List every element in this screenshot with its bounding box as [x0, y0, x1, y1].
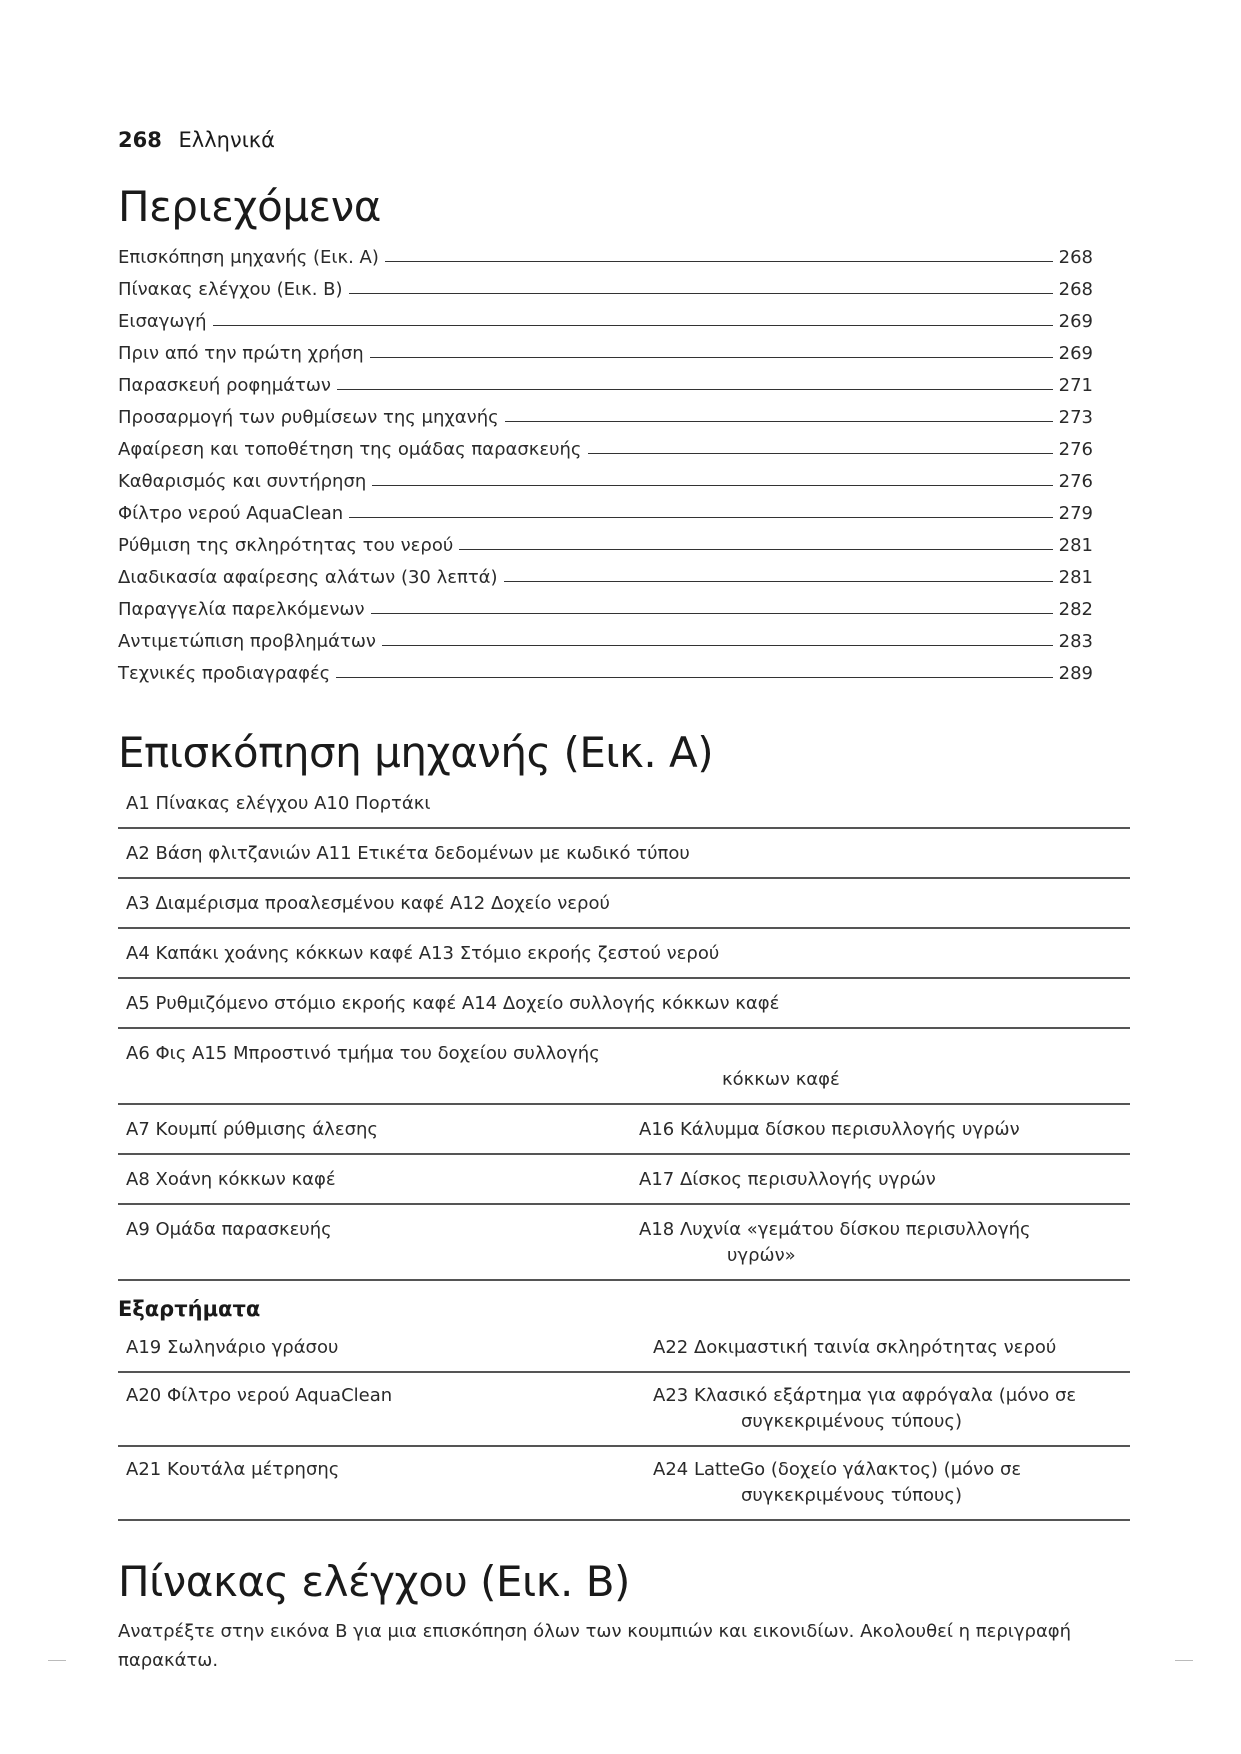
parts-row: [118, 1205, 1130, 1281]
toc-leader: [372, 485, 1052, 486]
toc-entry[interactable]: [118, 428, 1093, 460]
control-panel-title: Πίνακας ελέγχου (Εικ. B): [118, 1556, 630, 1606]
page: [118, 128, 1130, 1693]
parts-right-continuation: υγρών»: [727, 1244, 796, 1266]
toc-entry-page: 273: [1058, 407, 1093, 429]
accessories-left-cell: A21 Κουτάλα μέτρησης: [126, 1458, 340, 1480]
accessories-right-line: A24 LatteGo (δοχείο γάλακτος) (μόνο σε: [653, 1458, 1022, 1480]
toc-entry-page: 281: [1058, 567, 1093, 589]
overview-title: Επισκόπηση μηχανής (Εικ. A): [118, 728, 714, 778]
page-number: 268: [118, 128, 162, 152]
parts-row: A1 Πίνακας ελέγχου A10 Πορτάκι: [118, 789, 1130, 829]
parts-row: [118, 1105, 1130, 1155]
toc-entry[interactable]: [118, 524, 1093, 556]
parts-row: A5 Ρυθμιζόμενο στόμιο εκροής καφέ A14 Δοχείο συλλογής κόκκων καφέ: [118, 979, 1130, 1029]
parts-row: A4 Καπάκι χοάνης κόκκων καφέ A13 Στόμιο εκροής ζεστού νερού: [118, 929, 1130, 979]
toc-leader: [588, 453, 1053, 454]
toc-entry[interactable]: [118, 236, 1093, 268]
toc-entry-label: Τεχνικές προδιαγραφές: [118, 663, 331, 685]
parts-table: [118, 789, 1130, 1281]
parts-row-line: A6 Φις A15 Μπροστινό τμήμα του δοχείου συλλογής: [126, 1042, 600, 1064]
accessories-left-cell: A19 Σωληνάριο γράσου: [126, 1336, 339, 1358]
accessories-right-continuation: συγκεκριμένους τύπους): [741, 1484, 962, 1506]
toc-entry-label: Εισαγωγή: [118, 311, 207, 333]
toc-leader: [349, 517, 1052, 518]
parts-row: A2 Βάση φλιτζανιών A11 Ετικέτα δεδομένων με κωδικό τύπου: [118, 829, 1130, 879]
toc-entry-page: 279: [1058, 503, 1093, 525]
toc-leader: [459, 549, 1052, 550]
accessories-left-cell: A20 Φίλτρο νερού AquaClean: [126, 1384, 393, 1406]
accessories-right-cell: [653, 1383, 1122, 1435]
accessories-title: Εξαρτήματα: [118, 1296, 261, 1321]
accessories-right-cell: A22 Δοκιμαστική ταινία σκληρότητας νερού: [653, 1336, 1057, 1358]
toc-entry-label: Προσαρμογή των ρυθμίσεων της μηχανής: [118, 407, 499, 429]
parts-row: [118, 1155, 1130, 1205]
toc-leader: [505, 421, 1053, 422]
toc-entry[interactable]: [118, 364, 1093, 396]
page-header: [118, 128, 1130, 162]
parts-left-cell: A9 Ομάδα παρασκευής: [126, 1218, 332, 1240]
toc-entry-label: Παρασκευή ροφημάτων: [118, 375, 331, 397]
toc-title: Περιεχόμενα: [118, 182, 381, 231]
accessories-table: [118, 1331, 1130, 1521]
toc-leader: [504, 581, 1053, 582]
toc-entry-label: Παραγγελία παρελκόμενων: [118, 599, 365, 621]
toc-entry-page: 281: [1058, 535, 1093, 557]
toc-entry[interactable]: [118, 268, 1093, 300]
toc-leader: [370, 357, 1053, 358]
toc-entry-page: 268: [1058, 247, 1093, 269]
toc-entry-page: 269: [1058, 311, 1093, 333]
toc-entry-label: Πίνακας ελέγχου (Εικ. B): [118, 279, 343, 301]
accessories-right-line: A23 Κλασικό εξάρτημα για αφρόγαλα (μόνο σε: [653, 1384, 1077, 1406]
toc-entry-label: Ρύθμιση της σκληρότητας του νερού: [118, 535, 454, 557]
toc-entry-page: 276: [1058, 471, 1093, 493]
toc-leader: [349, 293, 1053, 294]
toc-entry-page: 269: [1058, 343, 1093, 365]
toc-entry-page: 282: [1058, 599, 1093, 621]
toc-entry-label: Αντιμετώπιση προβλημάτων: [118, 631, 376, 653]
parts-right-line: A18 Λυχνία «γεμάτου δίσκου περισυλλογής: [639, 1218, 1031, 1240]
toc-entry-page: 268: [1058, 279, 1093, 301]
control-panel-text: Ανατρέξτε στην εικόνα B για μια επισκόπηση όλων των κουμπιών και εικονιδίων. Ακολουθεί η περιγραφή παρακάτω.: [118, 1621, 1072, 1672]
toc-leader: [371, 613, 1053, 614]
toc-entry[interactable]: [118, 396, 1093, 428]
parts-row-continuation: κόκκων καφέ: [722, 1068, 840, 1090]
toc-entry[interactable]: [118, 620, 1093, 652]
parts-left-cell: A7 Κουμπί ρύθμισης άλεσης: [126, 1118, 378, 1140]
toc-leader: [336, 677, 1052, 678]
language-label: Ελληνικά: [178, 128, 276, 152]
accessories-row: [118, 1331, 1130, 1373]
toc-entry-label: Καθαρισμός και συντήρηση: [118, 471, 367, 493]
parts-row: A3 Διαμέρισμα προαλεσμένου καφέ A12 Δοχείο νερού: [118, 879, 1130, 929]
crop-mark-left: [48, 1660, 66, 1661]
toc-entry[interactable]: [118, 556, 1093, 588]
toc-entry[interactable]: [118, 492, 1093, 524]
toc-leader: [382, 645, 1053, 646]
parts-left-cell: A8 Χοάνη κόκκων καφέ: [126, 1168, 336, 1190]
parts-right-cell: [639, 1217, 1122, 1269]
accessories-row: [118, 1447, 1130, 1521]
toc-entry[interactable]: [118, 300, 1093, 332]
parts-right-cell: A17 Δίσκος περισυλλογής υγρών: [639, 1168, 936, 1190]
toc-entry-label: Πριν από την πρώτη χρήση: [118, 343, 364, 365]
accessories-right-continuation: συγκεκριμένους τύπους): [741, 1410, 962, 1432]
parts-row: [118, 1029, 1130, 1105]
crop-mark-right: [1175, 1660, 1193, 1661]
toc-leader: [213, 325, 1053, 326]
accessories-right-cell: [653, 1457, 1122, 1509]
toc-entry-page: 271: [1058, 375, 1093, 397]
toc-entry-page: 289: [1058, 663, 1093, 685]
toc-leader: [337, 389, 1053, 390]
parts-right-cell: A16 Κάλυμμα δίσκου περισυλλογής υγρών: [639, 1118, 1020, 1140]
toc-entry-label: Επισκόπηση μηχανής (Εικ. A): [118, 247, 379, 269]
toc-entry-page: 276: [1058, 439, 1093, 461]
toc-entry[interactable]: [118, 652, 1093, 684]
toc-entry[interactable]: [118, 588, 1093, 620]
toc-entry-page: 283: [1058, 631, 1093, 653]
table-of-contents: [118, 236, 1093, 684]
toc-entry-label: Διαδικασία αφαίρεσης αλάτων (30 λεπτά): [118, 567, 498, 589]
toc-entry-label: Αφαίρεση και τοποθέτηση της ομάδας παρασκευής: [118, 439, 582, 461]
toc-leader: [385, 261, 1053, 262]
toc-entry[interactable]: [118, 332, 1093, 364]
accessories-row: [118, 1373, 1130, 1447]
toc-entry[interactable]: [118, 460, 1093, 492]
toc-entry-label: Φίλτρο νερού AquaClean: [118, 503, 344, 525]
